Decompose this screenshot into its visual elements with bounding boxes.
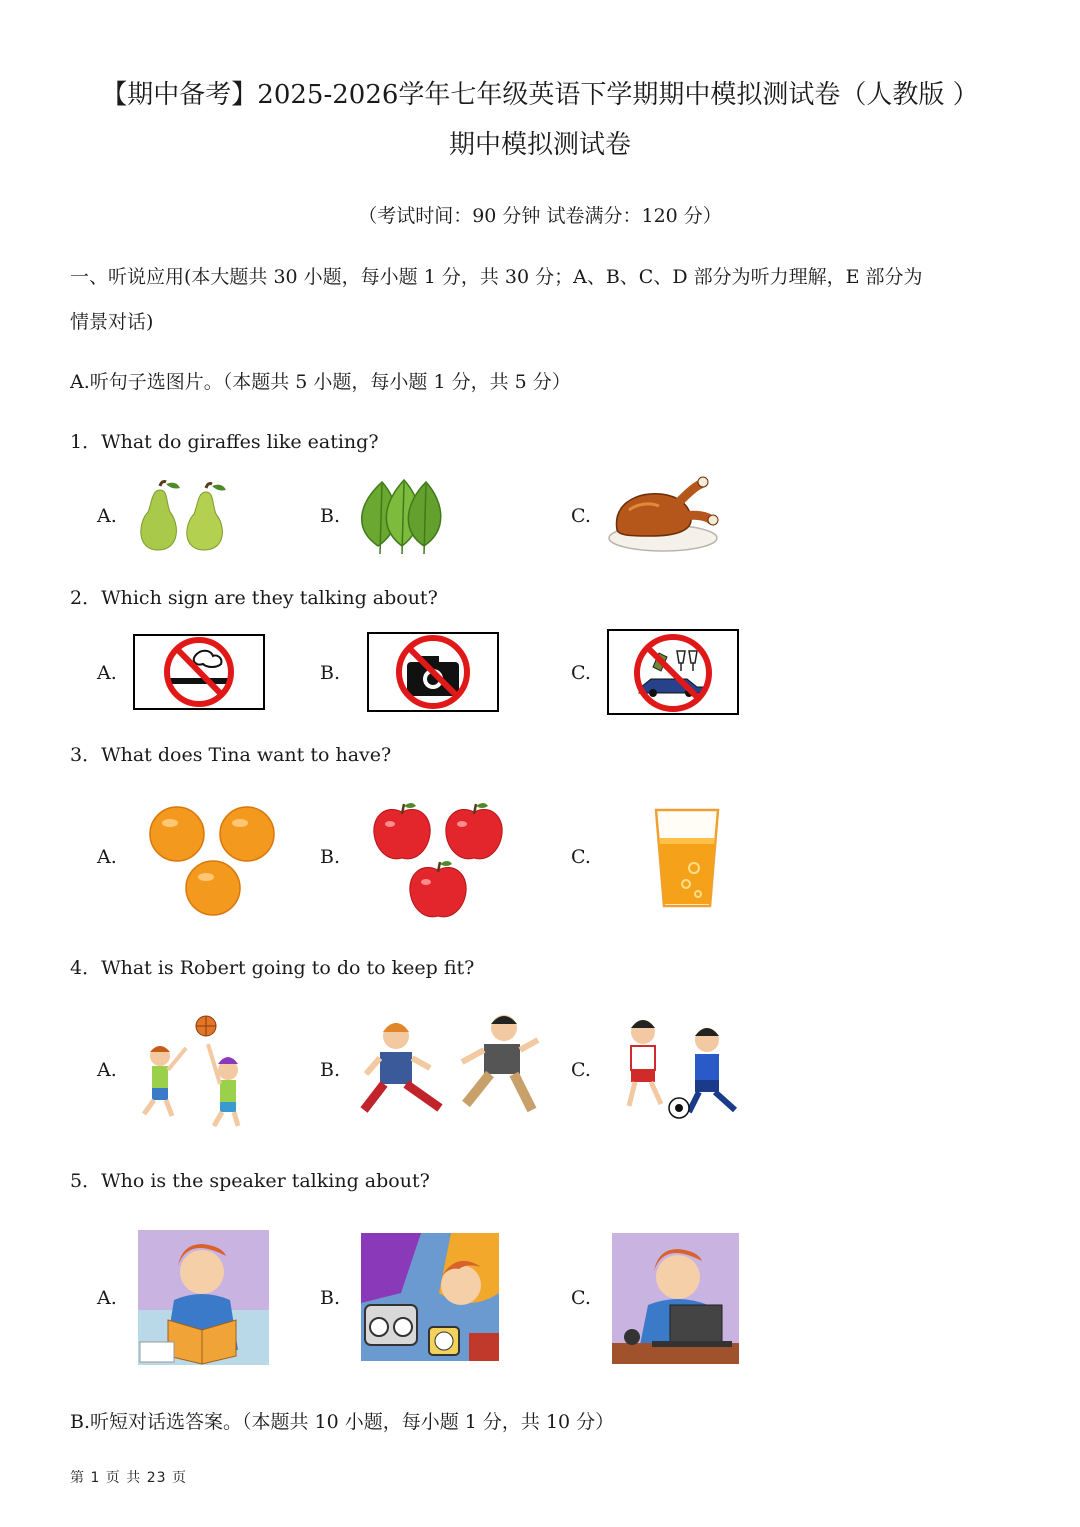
q3-option-b-label: B.	[320, 846, 341, 868]
question-2: 2．Which sign are they talking about?	[70, 587, 438, 609]
soccer-icon	[615, 1014, 755, 1128]
q4-option-a-label: A.	[97, 1059, 117, 1081]
orange-juice-icon	[652, 806, 722, 912]
q5-option-c-label: C.	[571, 1287, 591, 1309]
q2-option-c-label: C.	[571, 662, 591, 684]
question-4: 4．What is Robert going to do to keep fit?	[70, 957, 475, 979]
q4-option-c-label: C.	[571, 1059, 591, 1081]
exam-info: （考试时间：90 分钟 试卷满分：120 分）	[358, 205, 722, 227]
q2-option-b-label: B.	[320, 662, 341, 684]
roast-chicken-icon	[605, 476, 721, 556]
q4-option-b-label: B.	[320, 1059, 341, 1081]
oranges-icon	[146, 804, 278, 918]
q1-option-c-label: C.	[571, 505, 591, 527]
q5-option-b-label: B.	[320, 1287, 341, 1309]
section-heading-line1: 一、听说应用(本大题共 30 小题，每小题 1 分，共 30 分；A、B、C、D 部分为听力理解，E 部分为	[70, 266, 923, 288]
section-heading-line2: 情景对话)	[70, 311, 154, 333]
no-smoking-icon	[133, 634, 265, 710]
q1-option-a-label: A.	[97, 505, 117, 527]
question-1: 1．What do giraffes like eating?	[70, 431, 379, 453]
leaves-icon	[356, 478, 448, 556]
question-5: 5．Who is the speaker talking about?	[70, 1170, 430, 1192]
no-photos-icon	[367, 632, 499, 712]
question-3: 3．What does Tina want to have?	[70, 744, 392, 766]
q2-option-a-label: A.	[97, 662, 117, 684]
q1-option-b-label: B.	[320, 505, 341, 527]
q3-option-a-label: A.	[97, 846, 117, 868]
page-number: 第 1 页 共 23 页	[70, 1470, 187, 1486]
boy-reading-icon	[138, 1230, 269, 1365]
q5-option-a-label: A.	[97, 1287, 117, 1309]
q3-option-c-label: C.	[571, 846, 591, 868]
boy-computer-icon	[612, 1233, 739, 1364]
page-subtitle: 期中模拟测试卷	[448, 130, 631, 160]
basketball-icon	[134, 1012, 246, 1130]
part-a-heading: A.听句子选图片。（本题共 5 小题，每小题 1 分，共 5 分）	[70, 371, 571, 393]
no-drink-driving-icon	[607, 629, 739, 715]
pears-icon	[132, 478, 234, 554]
boy-sleeping-icon	[361, 1233, 499, 1361]
page-title: 【期中备考】2025-2026学年七年级英语下学期期中模拟测试卷（人教版 ）	[101, 80, 979, 110]
part-b-heading: B.听短对话选答案。（本题共 10 小题，每小题 1 分，共 10 分）	[70, 1411, 615, 1433]
running-icon	[356, 1014, 546, 1128]
apples-icon	[370, 800, 504, 918]
